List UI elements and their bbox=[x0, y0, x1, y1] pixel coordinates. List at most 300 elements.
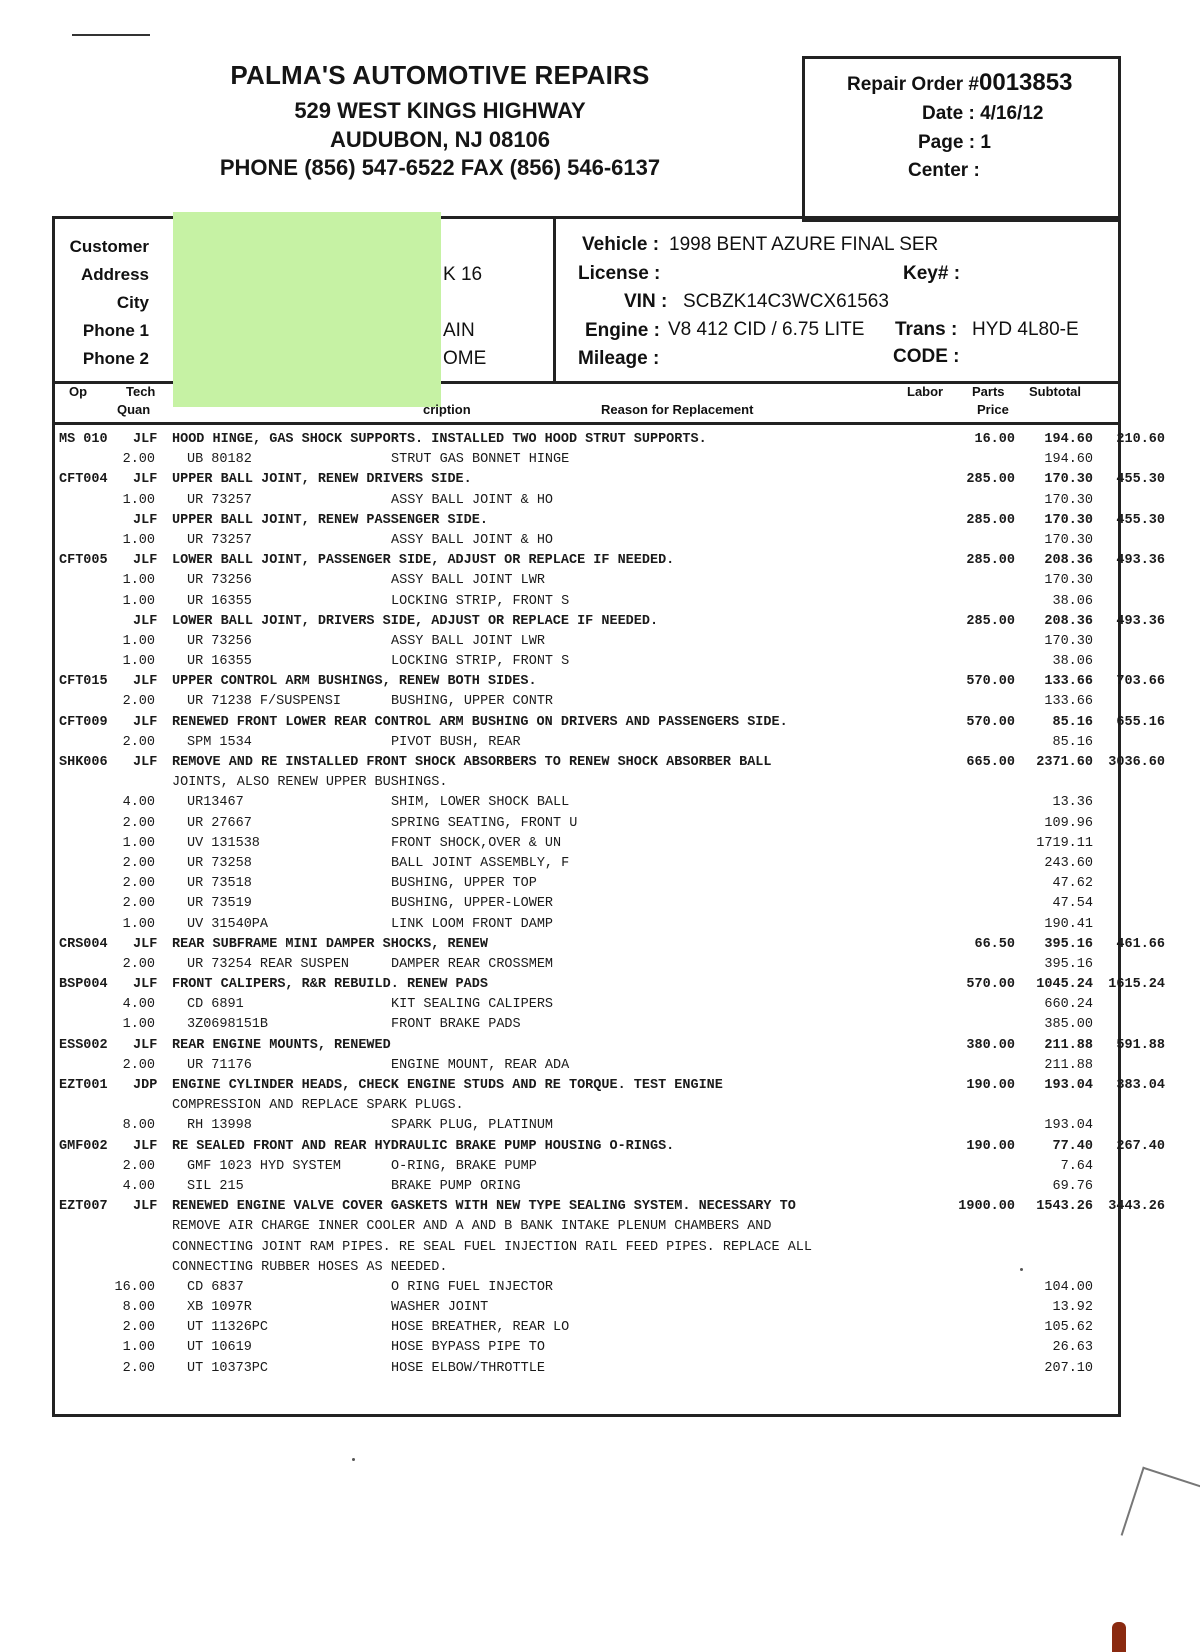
part-quantity: 2.00 bbox=[122, 1320, 155, 1336]
mileage-label: Mileage : bbox=[578, 348, 660, 369]
part-row bbox=[55, 594, 1118, 614]
op-code: GMF002 bbox=[59, 1138, 108, 1154]
part-row bbox=[55, 735, 1118, 755]
operation-description-continued: CONNECTING RUBBER HOSES AS NEEDED. bbox=[172, 1259, 448, 1275]
part-price: 105.62 bbox=[1044, 1320, 1093, 1336]
op-code: ESS002 bbox=[59, 1037, 108, 1053]
part-row bbox=[55, 694, 1118, 714]
operation-description: RE SEALED FRONT AND REAR HYDRAULIC BRAKE PUMP HOUSING O-RINGS. bbox=[172, 1138, 675, 1154]
part-price: 395.16 bbox=[1044, 956, 1093, 972]
parts-amount: 133.66 bbox=[1044, 674, 1093, 690]
scan-mark bbox=[72, 34, 150, 36]
part-price: 47.62 bbox=[1052, 876, 1093, 892]
part-description: STRUT GAS BONNET HINGE bbox=[391, 452, 570, 468]
subtotal-amount: 655.16 bbox=[1116, 714, 1165, 730]
part-price: 133.66 bbox=[1044, 694, 1093, 710]
part-quantity: 1.00 bbox=[122, 1340, 155, 1356]
part-number: UR 73518 bbox=[187, 876, 252, 892]
op-code: EZT007 bbox=[59, 1199, 108, 1215]
part-quantity: 1.00 bbox=[122, 654, 155, 670]
part-row bbox=[55, 452, 1118, 472]
tech-code: JLF bbox=[133, 1138, 158, 1154]
part-number: CD 6891 bbox=[187, 997, 244, 1013]
part-description: HOSE BYPASS PIPE TO bbox=[391, 1340, 545, 1356]
part-number: UR 71176 bbox=[187, 1057, 252, 1073]
labor-amount: 285.00 bbox=[966, 613, 1015, 629]
operation-description: REMOVE AND RE INSTALLED FRONT SHOCK ABSORBERS TO RENEW SHOCK ABSORBER BALL bbox=[172, 755, 772, 770]
scan-speck bbox=[1020, 1268, 1023, 1271]
part-description: BALL JOINT ASSEMBLY, F bbox=[391, 855, 570, 871]
tech-code: JLF bbox=[133, 512, 158, 528]
parts-amount: 395.16 bbox=[1044, 936, 1093, 952]
part-price: 170.30 bbox=[1044, 492, 1093, 508]
part-description: SPRING SEATING, FRONT U bbox=[391, 815, 578, 831]
part-price: 38.06 bbox=[1052, 593, 1093, 609]
address-label: Address bbox=[80, 265, 149, 284]
part-row bbox=[55, 876, 1118, 896]
part-description: ASSY BALL JOINT LWR bbox=[391, 633, 545, 649]
op-code: CFT009 bbox=[59, 714, 108, 730]
part-price: 85.16 bbox=[1052, 734, 1093, 750]
operation-description: RENEWED FRONT LOWER REAR CONTROL ARM BUSHING ON DRIVERS AND PASSENGERS SIDE. bbox=[172, 714, 788, 730]
operation-description: UPPER BALL JOINT, RENEW DRIVERS SIDE. bbox=[172, 472, 472, 488]
operation-description-continued: REMOVE AIR CHARGE INNER COOLER AND A AND B BANK INTAKE PLENUM CHAMBERS AND bbox=[172, 1219, 772, 1235]
tech-code: JLF bbox=[133, 936, 158, 952]
part-row bbox=[55, 1017, 1118, 1037]
part-quantity: 8.00 bbox=[122, 1300, 155, 1316]
shop-city: AUDUBON, NJ 08106 bbox=[329, 127, 551, 152]
part-row bbox=[55, 1280, 1118, 1300]
page-value: 1 bbox=[980, 132, 991, 153]
engine-value: V8 412 CID / 6.75 LITE bbox=[668, 319, 865, 340]
part-quantity: 2.00 bbox=[122, 1158, 155, 1174]
subtotal-amount: 455.30 bbox=[1116, 512, 1165, 528]
part-number: SPM 1534 bbox=[187, 734, 252, 750]
col-parts: Parts bbox=[972, 384, 1005, 399]
operation-row bbox=[55, 1138, 1165, 1159]
description-continuation-row bbox=[55, 1219, 1118, 1239]
operation-row bbox=[55, 1037, 1165, 1058]
op-code: CFT004 bbox=[59, 472, 108, 488]
info-divider bbox=[553, 219, 556, 381]
subtotal-amount: 493.36 bbox=[1116, 613, 1165, 629]
shop-address: 529 WEST KINGS HIGHWAY bbox=[294, 98, 586, 123]
part-row bbox=[55, 1179, 1118, 1199]
part-quantity: 2.00 bbox=[122, 956, 155, 972]
part-row bbox=[55, 1361, 1118, 1381]
part-description: HOSE ELBOW/THROTTLE bbox=[391, 1360, 545, 1376]
op-code: CFT015 bbox=[59, 674, 108, 690]
part-quantity: 2.00 bbox=[122, 896, 155, 912]
parts-amount: 194.60 bbox=[1044, 432, 1093, 447]
part-number: 3Z0698151B bbox=[187, 1017, 269, 1033]
tech-code: JLF bbox=[133, 432, 158, 447]
phone1-label: Phone 1 bbox=[82, 321, 149, 340]
part-description: BUSHING, UPPER CONTR bbox=[391, 694, 554, 710]
description-continuation-row bbox=[55, 775, 1118, 795]
part-row bbox=[55, 917, 1118, 937]
part-price: 385.00 bbox=[1044, 1017, 1093, 1033]
line-item-list bbox=[55, 432, 1165, 1381]
operation-description-continued: CONNECTING JOINT RAM PIPES. RE SEAL FUEL INJECTION RAIL FEED PIPES. REPLACE ALL bbox=[172, 1239, 813, 1255]
part-row bbox=[55, 816, 1118, 836]
part-quantity: 2.00 bbox=[122, 734, 155, 750]
page-line bbox=[918, 132, 991, 154]
date-value: 4/16/12 bbox=[980, 103, 1044, 124]
part-quantity: 2.00 bbox=[122, 452, 155, 468]
op-code: CFT005 bbox=[59, 553, 108, 569]
tech-code: JLF bbox=[133, 977, 158, 993]
vehicle-label: Vehicle : bbox=[582, 234, 660, 255]
operation-description: RENEWED ENGINE VALVE COVER GASKETS WITH NEW TYPE SEALING SYSTEM. NECESSARY TO bbox=[172, 1199, 796, 1215]
part-row bbox=[55, 795, 1118, 815]
shop-phone: PHONE (856) 547-6522 FAX (856) 546-6137 bbox=[219, 155, 661, 180]
subtotal-amount: 461.66 bbox=[1116, 936, 1165, 952]
part-price: 207.10 bbox=[1044, 1360, 1093, 1376]
parts-amount: 85.16 bbox=[1052, 714, 1093, 730]
part-number: GMF 1023 HYD SYSTEM bbox=[187, 1158, 341, 1174]
subtotal-amount: 210.60 bbox=[1116, 432, 1165, 447]
part-row bbox=[55, 1340, 1118, 1360]
part-row bbox=[55, 997, 1118, 1017]
shop-name: PALMA'S AUTOMOTIVE REPAIRS bbox=[230, 60, 650, 90]
engine-label: Engine : bbox=[585, 320, 660, 341]
part-quantity: 1.00 bbox=[122, 835, 155, 851]
part-description: ASSY BALL JOINT & HO bbox=[391, 532, 554, 548]
part-row bbox=[55, 1058, 1118, 1078]
subtotal-amount: 267.40 bbox=[1116, 1138, 1165, 1154]
part-number: RH 13998 bbox=[187, 1118, 252, 1134]
part-number: UR 73257 bbox=[187, 532, 252, 548]
operation-description: REAR SUBFRAME MINI DAMPER SHOCKS, RENEW bbox=[172, 936, 488, 952]
part-number: UT 10373PC bbox=[187, 1360, 269, 1376]
part-row bbox=[55, 957, 1118, 977]
page-label: Page : bbox=[918, 132, 976, 153]
operation-row bbox=[55, 613, 1165, 634]
operation-description: HOOD HINGE, GAS SHOCK SUPPORTS. INSTALLED TWO HOOD STRUT SUPPORTS. bbox=[172, 432, 707, 447]
phone2-value-partial: OME bbox=[443, 348, 487, 369]
part-price: 47.54 bbox=[1052, 896, 1093, 912]
part-quantity: 4.00 bbox=[122, 997, 155, 1013]
parts-amount: 170.30 bbox=[1044, 512, 1093, 528]
date-line bbox=[922, 103, 1043, 125]
part-row bbox=[55, 533, 1118, 553]
tech-code: JLF bbox=[133, 1199, 158, 1215]
op-code: EZT001 bbox=[59, 1078, 108, 1093]
scan-speck bbox=[352, 1458, 355, 1461]
operation-description: REAR ENGINE MOUNTS, RENEWED bbox=[172, 1037, 391, 1053]
part-quantity: 2.00 bbox=[122, 815, 155, 831]
part-row bbox=[55, 1320, 1118, 1340]
part-quantity: 2.00 bbox=[122, 1360, 155, 1376]
part-number: SIL 215 bbox=[187, 1178, 244, 1194]
op-code: SHK006 bbox=[59, 755, 108, 770]
page-curl bbox=[1121, 1467, 1200, 1558]
license-label: License : bbox=[578, 263, 661, 284]
parts-amount: 1543.26 bbox=[1036, 1199, 1093, 1215]
part-number: UT 11326PC bbox=[187, 1320, 269, 1336]
subtotal-amount: 3443.26 bbox=[1108, 1199, 1165, 1215]
col-reason: Reason for Replacement bbox=[601, 402, 754, 417]
tech-code: JLF bbox=[133, 553, 158, 569]
operation-row bbox=[55, 755, 1165, 775]
part-price: 109.96 bbox=[1044, 815, 1093, 831]
part-quantity: 2.00 bbox=[122, 876, 155, 892]
part-description: LOCKING STRIP, FRONT S bbox=[391, 593, 570, 609]
part-description: BUSHING, UPPER TOP bbox=[391, 876, 537, 892]
tech-code: JLF bbox=[133, 472, 158, 488]
part-quantity: 2.00 bbox=[122, 1057, 155, 1073]
part-price: 660.24 bbox=[1044, 997, 1093, 1013]
operation-row bbox=[55, 936, 1165, 957]
part-description: ASSY BALL JOINT LWR bbox=[391, 573, 545, 589]
col-labor: Labor bbox=[907, 384, 944, 399]
operation-row bbox=[55, 432, 1165, 452]
operation-row bbox=[55, 977, 1165, 997]
part-description: BUSHING, UPPER-LOWER bbox=[391, 896, 554, 912]
tech-code: JLF bbox=[133, 674, 158, 690]
part-quantity: 4.00 bbox=[122, 1178, 155, 1194]
part-number: UR 16355 bbox=[187, 654, 252, 670]
part-row bbox=[55, 573, 1118, 593]
parts-amount: 2371.60 bbox=[1036, 755, 1093, 770]
part-quantity: 1.00 bbox=[122, 492, 155, 508]
description-continuation-row bbox=[55, 1260, 1118, 1280]
part-price: 170.30 bbox=[1044, 573, 1093, 589]
date-label: Date : bbox=[922, 103, 975, 124]
operation-description: LOWER BALL JOINT, DRIVERS SIDE, ADJUST OR REPLACE IF NEEDED. bbox=[172, 613, 659, 629]
part-quantity: 16.00 bbox=[114, 1279, 155, 1295]
address-value-partial: K 16 bbox=[443, 264, 483, 285]
part-number: XB 1097R bbox=[187, 1300, 252, 1316]
part-price: 26.63 bbox=[1052, 1340, 1093, 1356]
part-price: 13.36 bbox=[1052, 795, 1093, 811]
repair-order-box bbox=[802, 56, 1121, 222]
part-quantity: 1.00 bbox=[122, 573, 155, 589]
customer-vehicle-box bbox=[52, 216, 1121, 384]
part-description: LINK LOOM FRONT DAMP bbox=[391, 916, 554, 932]
part-quantity: 1.00 bbox=[122, 633, 155, 649]
part-description: ASSY BALL JOINT & HO bbox=[391, 492, 554, 508]
part-price: 190.41 bbox=[1044, 916, 1093, 932]
subtotal-amount: 703.66 bbox=[1116, 674, 1165, 690]
city-label: City bbox=[116, 293, 149, 312]
tech-code: JLF bbox=[133, 714, 158, 730]
operation-description: UPPER CONTROL ARM BUSHINGS, RENEW BOTH SIDES. bbox=[172, 674, 537, 690]
trans-value: HYD 4L80-E bbox=[972, 319, 1079, 340]
operation-row bbox=[55, 512, 1165, 533]
labor-amount: 190.00 bbox=[966, 1078, 1015, 1093]
tech-code: JLF bbox=[133, 613, 158, 629]
operation-row bbox=[55, 472, 1165, 492]
parts-amount: 170.30 bbox=[1044, 472, 1093, 488]
part-number: UR 16355 bbox=[187, 593, 252, 609]
parts-amount: 77.40 bbox=[1052, 1138, 1093, 1154]
parts-amount: 211.88 bbox=[1044, 1037, 1093, 1053]
phone1-value-partial: AIN bbox=[443, 320, 475, 341]
part-price: 170.30 bbox=[1044, 532, 1093, 548]
part-description: SHIM, LOWER SHOCK BALL bbox=[391, 795, 570, 811]
operation-description-continued: JOINTS, ALSO RENEW UPPER BUSHINGS. bbox=[172, 775, 448, 791]
part-number: UR 73519 bbox=[187, 896, 252, 912]
part-description: DAMPER REAR CROSSMEM bbox=[391, 956, 554, 972]
part-number: UR 73256 bbox=[187, 573, 252, 589]
vehicle-value: 1998 BENT AZURE FINAL SER bbox=[669, 234, 939, 255]
part-number: UR 71238 F/SUSPENSI bbox=[187, 694, 341, 710]
part-number: UR 73257 bbox=[187, 492, 252, 508]
operation-description: LOWER BALL JOINT, PASSENGER SIDE, ADJUST OR REPLACE IF NEEDED. bbox=[172, 553, 675, 569]
part-price: 69.76 bbox=[1052, 1178, 1093, 1194]
key-label: Key# : bbox=[903, 263, 961, 284]
subtotal-amount: 3036.60 bbox=[1108, 755, 1165, 770]
part-quantity: 1.00 bbox=[122, 916, 155, 932]
op-code: BSP004 bbox=[59, 977, 108, 993]
part-price: 7.64 bbox=[1060, 1158, 1093, 1174]
col-subtotal: Subtotal bbox=[1029, 384, 1081, 399]
part-quantity: 1.00 bbox=[122, 532, 155, 548]
part-row bbox=[55, 654, 1118, 674]
part-description: PIVOT BUSH, REAR bbox=[391, 734, 521, 750]
subtotal-amount: 455.30 bbox=[1116, 472, 1165, 488]
repair-order-number: 0013853 bbox=[979, 69, 1073, 96]
parts-amount: 1045.24 bbox=[1036, 977, 1093, 993]
op-code: CRS004 bbox=[59, 936, 108, 952]
part-row bbox=[55, 634, 1118, 654]
part-description: HOSE BREATHER, REAR LO bbox=[391, 1320, 570, 1336]
labor-amount: 16.00 bbox=[974, 432, 1015, 447]
labor-amount: 570.00 bbox=[966, 977, 1015, 993]
operation-row bbox=[55, 674, 1165, 694]
part-number: UB 80182 bbox=[187, 452, 252, 468]
page-stain bbox=[1112, 1622, 1126, 1652]
part-row bbox=[55, 493, 1118, 513]
part-number: CD 6837 bbox=[187, 1279, 244, 1295]
part-row bbox=[55, 896, 1118, 916]
parts-amount: 193.04 bbox=[1044, 1078, 1093, 1093]
col-quan: Quan bbox=[117, 402, 151, 417]
operation-row bbox=[55, 714, 1165, 735]
line-items bbox=[52, 422, 1165, 1417]
operation-description: UPPER BALL JOINT, RENEW PASSENGER SIDE. bbox=[172, 512, 488, 528]
part-number: UR 27667 bbox=[187, 815, 252, 831]
part-description: LOCKING STRIP, FRONT S bbox=[391, 654, 570, 670]
tech-code: JLF bbox=[133, 1037, 158, 1053]
part-number: UV 31540PA bbox=[187, 916, 269, 932]
op-code: MS 010 bbox=[59, 432, 108, 447]
part-quantity: 1.00 bbox=[122, 593, 155, 609]
part-description: O-RING, BRAKE PUMP bbox=[391, 1158, 537, 1174]
subtotal-amount: 493.36 bbox=[1116, 553, 1165, 569]
operation-row bbox=[55, 1199, 1165, 1219]
part-price: 38.06 bbox=[1052, 654, 1093, 670]
customer-label: Customer bbox=[69, 237, 149, 256]
part-price: 170.30 bbox=[1044, 633, 1093, 649]
operation-row bbox=[55, 1078, 1165, 1098]
labor-amount: 1900.00 bbox=[958, 1199, 1015, 1215]
part-number: UT 10619 bbox=[187, 1340, 252, 1356]
operation-description: ENGINE CYLINDER HEADS, CHECK ENGINE STUDS AND RE TORQUE. TEST ENGINE bbox=[172, 1078, 723, 1093]
part-price: 13.92 bbox=[1052, 1300, 1093, 1316]
part-quantity: 8.00 bbox=[122, 1118, 155, 1134]
part-description: O RING FUEL INJECTOR bbox=[391, 1279, 554, 1295]
labor-amount: 665.00 bbox=[966, 755, 1015, 770]
part-price: 104.00 bbox=[1044, 1279, 1093, 1295]
labor-amount: 285.00 bbox=[966, 472, 1015, 488]
description-continuation-row bbox=[55, 1240, 1118, 1260]
operation-description-continued: COMPRESSION AND REPLACE SPARK PLUGS. bbox=[172, 1098, 464, 1114]
repair-order-label: Repair Order # bbox=[847, 74, 979, 95]
labor-amount: 570.00 bbox=[966, 674, 1015, 690]
labor-amount: 570.00 bbox=[966, 714, 1015, 730]
repair-order-line bbox=[847, 69, 1072, 97]
part-description: KIT SEALING CALIPERS bbox=[391, 997, 554, 1013]
center-label: Center : bbox=[908, 160, 980, 181]
operation-row bbox=[55, 553, 1165, 573]
trans-label: Trans : bbox=[895, 319, 958, 340]
part-description: BRAKE PUMP ORING bbox=[391, 1178, 521, 1194]
part-price: 194.60 bbox=[1044, 452, 1093, 468]
part-description: FRONT SHOCK,OVER & UN bbox=[391, 835, 562, 851]
part-description: ENGINE MOUNT, REAR ADA bbox=[391, 1057, 570, 1073]
code-label: CODE : bbox=[893, 346, 960, 367]
parts-amount: 208.36 bbox=[1044, 553, 1093, 569]
part-row bbox=[55, 1300, 1118, 1320]
part-number: UR 73258 bbox=[187, 855, 252, 871]
labor-amount: 66.50 bbox=[974, 936, 1015, 952]
part-quantity: 1.00 bbox=[122, 1017, 155, 1033]
operation-description: FRONT CALIPERS, R&R REBUILD. RENEW PADS bbox=[172, 977, 488, 993]
subtotal-amount: 591.88 bbox=[1116, 1037, 1165, 1053]
part-quantity: 2.00 bbox=[122, 694, 155, 710]
part-price: 211.88 bbox=[1044, 1057, 1093, 1073]
part-number: UR13467 bbox=[187, 795, 244, 811]
col-tech: Tech bbox=[126, 384, 156, 399]
part-number: UV 131538 bbox=[187, 835, 260, 851]
subtotal-amount: 383.04 bbox=[1116, 1078, 1165, 1093]
labor-amount: 380.00 bbox=[966, 1037, 1015, 1053]
part-row bbox=[55, 836, 1118, 856]
col-price: Price bbox=[977, 402, 1009, 417]
part-quantity: 2.00 bbox=[122, 855, 155, 871]
part-row bbox=[55, 856, 1118, 876]
vin-label: VIN : bbox=[624, 291, 668, 312]
part-price: 243.60 bbox=[1044, 855, 1093, 871]
part-description: SPARK PLUG, PLATINUM bbox=[391, 1118, 554, 1134]
part-description: WASHER JOINT bbox=[391, 1300, 489, 1316]
parts-amount: 208.36 bbox=[1044, 613, 1093, 629]
part-row bbox=[55, 1159, 1118, 1179]
labor-amount: 285.00 bbox=[966, 512, 1015, 528]
part-number: UR 73256 bbox=[187, 633, 252, 649]
part-price: 1719.11 bbox=[1036, 835, 1093, 851]
part-row bbox=[55, 1118, 1118, 1138]
vin-value: SCBZK14C3WCX61563 bbox=[683, 291, 889, 312]
col-description: cription bbox=[423, 402, 471, 417]
phone2-label: Phone 2 bbox=[82, 349, 149, 368]
part-description: FRONT BRAKE PADS bbox=[391, 1017, 521, 1033]
col-op: Op bbox=[69, 384, 88, 399]
subtotal-amount: 1615.24 bbox=[1108, 977, 1165, 993]
column-header bbox=[52, 378, 1121, 425]
tech-code: JLF bbox=[133, 755, 158, 770]
description-continuation-row bbox=[55, 1098, 1118, 1118]
tech-code: JDP bbox=[133, 1078, 158, 1093]
part-number: UR 73254 REAR SUSPEN bbox=[187, 956, 350, 972]
labor-amount: 190.00 bbox=[966, 1138, 1015, 1154]
part-price: 193.04 bbox=[1044, 1118, 1093, 1134]
part-quantity: 4.00 bbox=[122, 795, 155, 811]
labor-amount: 285.00 bbox=[966, 553, 1015, 569]
